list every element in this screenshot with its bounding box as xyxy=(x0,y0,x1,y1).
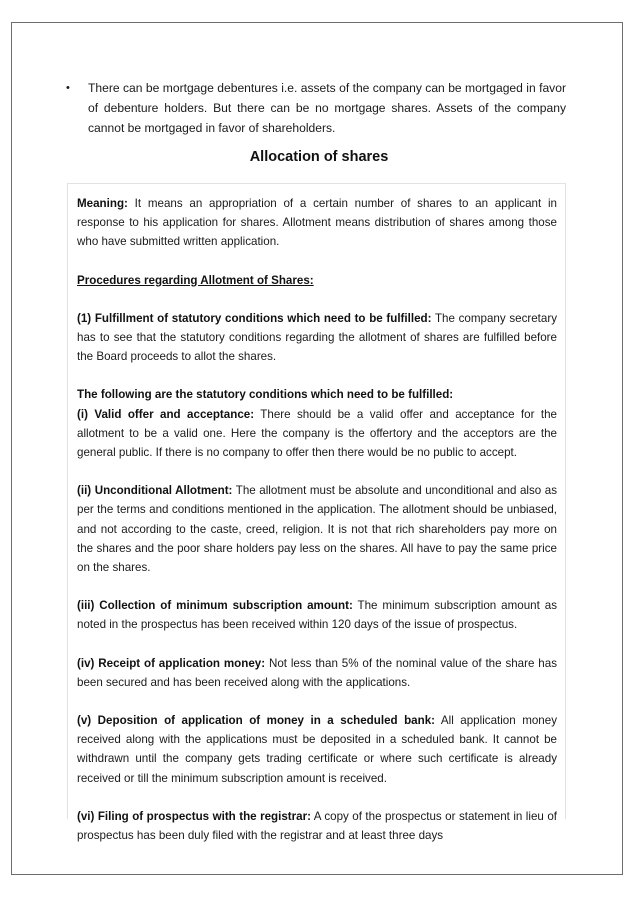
condition-5-paragraph xyxy=(77,711,557,788)
condition-5-text: All application money received along with the applications must be deposited in a scheduled bank. It cannot be withdrawn until the company gets trading certificate or where such certificate is already received or till the minimum subscription amount is received. xyxy=(77,714,558,785)
bullet-icon: • xyxy=(66,82,70,94)
condition-4-label: (iv) Receipt of application money: xyxy=(77,656,266,670)
procedures-heading: Procedures regarding Allotment of Shares: xyxy=(77,273,314,287)
condition-1-paragraph xyxy=(77,405,557,463)
condition-3-paragraph xyxy=(77,596,557,634)
condition-1-label: (i) Valid offer and acceptance: xyxy=(77,407,255,421)
condition-6-label: (vi) Filing of prospectus with the registrar: xyxy=(77,809,311,823)
conditions-heading: The following are the statutory conditions which need to be fulfilled: xyxy=(77,388,454,402)
section-title: Allocation of shares xyxy=(249,149,389,165)
condition-4-paragraph xyxy=(77,654,557,692)
procedures-heading-paragraph xyxy=(77,271,557,290)
meaning-paragraph xyxy=(77,194,557,252)
point-1-text: The company secretary has to see that the statutory conditions regarding the allotment of shares are fulfilled before the Board proceeds to allot the shares. xyxy=(77,311,557,364)
condition-2-label: (ii) Unconditional Allotment: xyxy=(77,484,233,498)
point-1-label: (1) Fulfillment of statutory conditions which need to be fulfilled: xyxy=(77,311,432,325)
condition-4-text: Not less than 5% of the nominal value of the share has been secured and has been received along with the applications. xyxy=(77,656,557,689)
condition-6-paragraph xyxy=(77,807,557,845)
condition-3-label: (iii) Collection of minimum subscription amount: xyxy=(77,599,353,613)
content-box xyxy=(67,183,566,843)
bullet-paragraph xyxy=(66,78,566,138)
meaning-label: Meaning: xyxy=(77,197,128,210)
condition-2-text: The allotment must be absolute and unconditional and also as per the terms and conditions mentioned in the application. The allotment should be unbiased, and not according to the caste, creed, religion. It is not that rich shareholders pay more on the shares and the poor share holders pay less on the shares. All have to pay the same price on the shares. xyxy=(77,484,558,575)
condition-3-text: The minimum subscription amount as noted in the prospectus has been received within 120 days of the issue of prospectus. xyxy=(77,599,557,632)
condition-2-paragraph xyxy=(77,481,557,577)
condition-5-label: (v) Deposition of application of money in a scheduled bank: xyxy=(77,714,436,728)
meaning-text: It means an appropriation of a certain number of shares to an applicant in response to his application for shares. Allotment means distribution of shares among those who have submitted written application. xyxy=(77,197,557,249)
conditions-heading-paragraph xyxy=(77,385,557,404)
bullet-text: There can be mortgage debentures i.e. assets of the company can be mortgaged in favor of debenture holders. But there can be no mortgage shares. Assets of the company cannot be mortgaged in favor of shareholders. xyxy=(88,81,566,135)
condition-6-text: A copy of the prospectus or statement in lieu of prospectus has been duly filed with the registrar and at least three days xyxy=(77,809,557,843)
condition-1-text: There should be a valid offer and acceptance for the allotment to be a valid one. Here the company is the offertory and the acceptors are the general public. If there is no company to offer then there would be no public to accept. xyxy=(77,407,557,460)
point-1-paragraph xyxy=(77,309,557,367)
